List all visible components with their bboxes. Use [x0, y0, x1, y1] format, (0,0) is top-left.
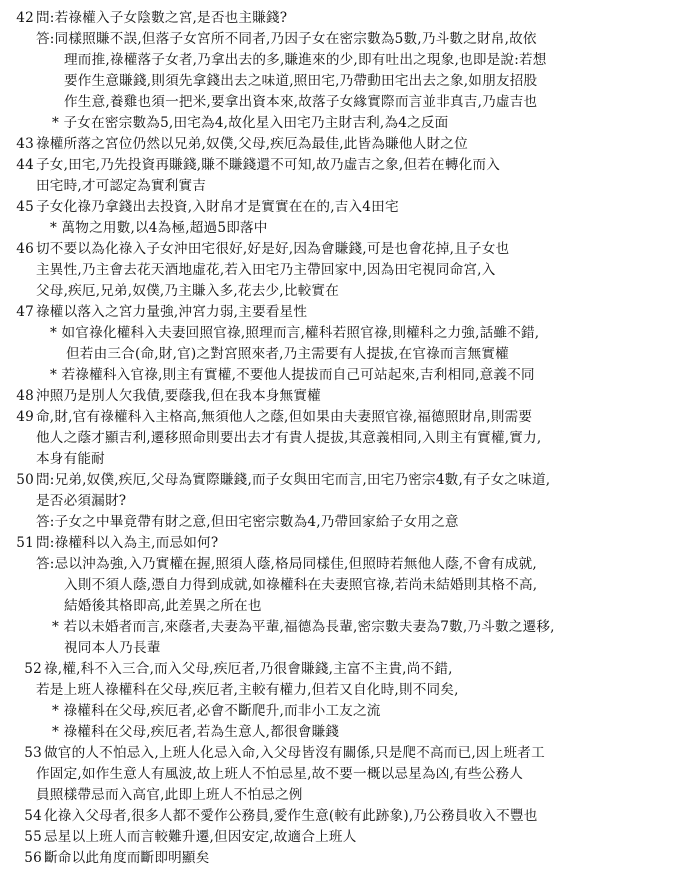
text-line [4, 218, 678, 239]
text-line [4, 785, 678, 806]
line-text: 理而推,祿權落子女者,乃拿出去的多,賺進來的少,即有吐出之現象,也即是說:若想 [64, 52, 547, 68]
text-line [4, 428, 678, 449]
text-line [4, 659, 678, 680]
line-text: 視同本人乃長輩 [64, 640, 161, 656]
line-text: 父母,疾厄,兄弟,奴僕,乃主賺入多,花去少,比較實在 [36, 283, 339, 299]
text-line [4, 302, 678, 323]
line-text: 祿權以落入之宮力量強,沖宮力弱,主要看星性 [36, 304, 308, 320]
line-text: * 若以未婚者而言,來蔭者,夫妻為平輩,福德為長輩,密宗數夫妻為7數,乃斗數之遷移, [52, 619, 555, 635]
line-text: 作生意,養雞也須一把米,要拿出資本來,故落子女緣實際而言並非真吉,乃虛吉也 [64, 94, 538, 110]
text-line [4, 533, 678, 554]
line-text: * 如官祿化權科入夫妻回照官祿,照理而言,權科若照官祿,則權科之力強,話雖不錯, [50, 325, 540, 341]
item-number: 43 [16, 136, 34, 152]
text-line [4, 575, 678, 596]
line-text: 是否必須漏財? [36, 493, 127, 509]
line-text: 但若由三合(命,財,官)之對宮照來者,乃主需要有人提拔,在官祿而言無實權 [66, 346, 509, 362]
text-line [4, 92, 678, 113]
line-text: 子女化祿乃拿錢出去投資,入財帛才是實實在在的,吉入4田宅 [36, 199, 399, 215]
line-text: 答:同樣照賺不誤,但落子女宮所不同者,乃因子女在密宗數為5數,乃斗數之財帛,故依 [36, 31, 537, 47]
line-text: 作固定,如作生意人有風波,故上班人不怕忌星,故不要一概以忌星為凶,有些公務人 [36, 766, 524, 782]
line-text: 化祿入父母者,很多人都不愛作公務員,愛作生意(較有此跡象),乃公務員收入不豐也 [44, 808, 538, 824]
line-text: 要作生意賺錢,則須先拿錢出去之味道,照田宅,乃帶動田宅出去之象,如朋友招股 [64, 73, 538, 89]
line-text: 問:若祿權入子女陰數之宮,是否也主賺錢? [36, 10, 288, 26]
text-line [4, 638, 678, 659]
line-text: * 萬物之用數,以4為極,超過5即落中 [50, 220, 268, 236]
line-text: 入則不須人蔭,憑自力得到成就,如祿權科在夫妻照官祿,若尚未結婚則其格不高, [64, 577, 538, 593]
item-number: 46 [16, 241, 34, 257]
text-line [4, 50, 678, 71]
item-number: 55 [24, 829, 42, 845]
line-text: * 若祿權科入官祿,則主有實權,不要他人提拔而自己可站起來,吉利相同,意義不同 [50, 367, 535, 383]
text-line [4, 848, 678, 869]
text-line [4, 344, 678, 365]
item-number: 48 [16, 388, 34, 404]
item-number: 49 [16, 409, 34, 425]
item-number: 44 [16, 157, 34, 173]
line-text: 員照樣帶忌而入高官,此即上班人不怕忌之例 [36, 787, 303, 803]
line-text: 主異性,乃主會去花天酒地虛花,若入田宅乃主帶回家中,因為田宅視同命宮,入 [36, 262, 496, 278]
text-line [4, 512, 678, 533]
item-number: 52 [24, 661, 42, 677]
line-text: 命,財,官有祿權科入主格高,無須他人之蔭,但如果由夫妻照官祿,福德照財帛,則需要 [36, 409, 533, 425]
text-line [4, 29, 678, 50]
line-text: 問:祿權科以入為主,而忌如何? [36, 535, 219, 551]
line-text: * 祿權科在父母,疾厄者,必會不斷爬升,而非小工友之流 [52, 703, 381, 719]
line-text: 問:兄弟,奴僕,疾厄,父母為實際賺錢,而子女與田宅而言,田宅乃密宗4數,有子女之味道, [36, 472, 551, 488]
line-text: 本身有能耐 [36, 451, 105, 467]
text-line [4, 722, 678, 743]
item-number: 47 [16, 304, 34, 320]
text-line [4, 554, 678, 575]
text-line [4, 134, 678, 155]
text-line [4, 281, 678, 302]
line-text: 結婚後其格即高,此差異之所在也 [64, 598, 262, 614]
line-text: 沖照乃是別人欠我債,要蔭我,但在我本身無實權 [36, 388, 321, 404]
line-text: 子女,田宅,乃先投資再賺錢,賺不賺錢還不可知,故乃虛吉之象,但若在轉化而入 [36, 157, 501, 173]
line-text: * 祿權科在父母,疾厄者,若為生意人,都很會賺錢 [52, 724, 340, 740]
line-text: 切不要以為化祿入子女沖田宅很好,好是好,因為會賺錢,可是也會花掉,且子女也 [36, 241, 510, 257]
line-text: 田宅時,才可認定為實利實吉 [36, 178, 207, 194]
line-text: 祿權所落之宮位仍然以兄弟,奴僕,父母,疾厄為最佳,此皆為賺他人財之位 [36, 136, 468, 152]
item-number: 54 [24, 808, 42, 824]
text-line [4, 491, 678, 512]
item-number: 50 [16, 472, 34, 488]
text-line [4, 113, 678, 134]
line-text: 答:忌以沖為強,入乃實權在握,照須人蔭,格局同樣佳,但照時若無他人蔭,不會有成就, [36, 556, 537, 572]
text-line [4, 701, 678, 722]
text-line [4, 365, 678, 386]
item-number: 51 [16, 535, 34, 551]
text-line [4, 71, 678, 92]
line-text: 答:子女之中畢竟帶有財之意,但田宅密宗數為4,乃帶回家給子女用之意 [36, 514, 459, 530]
line-text: 斷命以此角度而斷即明顯矣 [44, 850, 210, 866]
text-line [4, 617, 678, 638]
item-number: 56 [24, 850, 42, 866]
item-number: 53 [24, 745, 42, 761]
text-line [4, 8, 678, 29]
text-line [4, 596, 678, 617]
text-line [4, 323, 678, 344]
text-line [4, 806, 678, 827]
text-line [4, 470, 678, 491]
text-line [4, 680, 678, 701]
text-line [4, 239, 678, 260]
line-text: 他人之蔭才顯吉利,遷移照命則要出去才有貴人提拔,其意義相同,入則主有實權,實力, [36, 430, 542, 446]
text-line [4, 407, 678, 428]
text-line [4, 764, 678, 785]
text-line [4, 176, 678, 197]
text-line [4, 827, 678, 848]
text-line [4, 155, 678, 176]
text-line [4, 743, 678, 764]
line-text: 若是上班人祿權科在父母,疾厄者,主較有權力,但若又自化時,則不同矣, [36, 682, 459, 698]
line-text: 忌星以上班人而言較難升遷,但因安定,故適合上班人 [44, 829, 357, 845]
text-line [4, 449, 678, 470]
item-number: 45 [16, 199, 34, 215]
text-line [4, 386, 678, 407]
text-line [4, 197, 678, 218]
line-text: 祿,權,科不入三合,而入父母,疾厄者,乃很會賺錢,主富不主貴,尚不錯, [44, 661, 453, 677]
text-line [4, 260, 678, 281]
line-text: * 子女在密宗數為5,田宅為4,故化星入田宅乃主財吉利,為4之反面 [52, 115, 449, 131]
line-text: 做官的人不怕忌入,上班人化忌入命,入父母皆沒有關係,只是爬不高而已,因上班者工 [44, 745, 545, 761]
item-number: 42 [16, 10, 34, 26]
